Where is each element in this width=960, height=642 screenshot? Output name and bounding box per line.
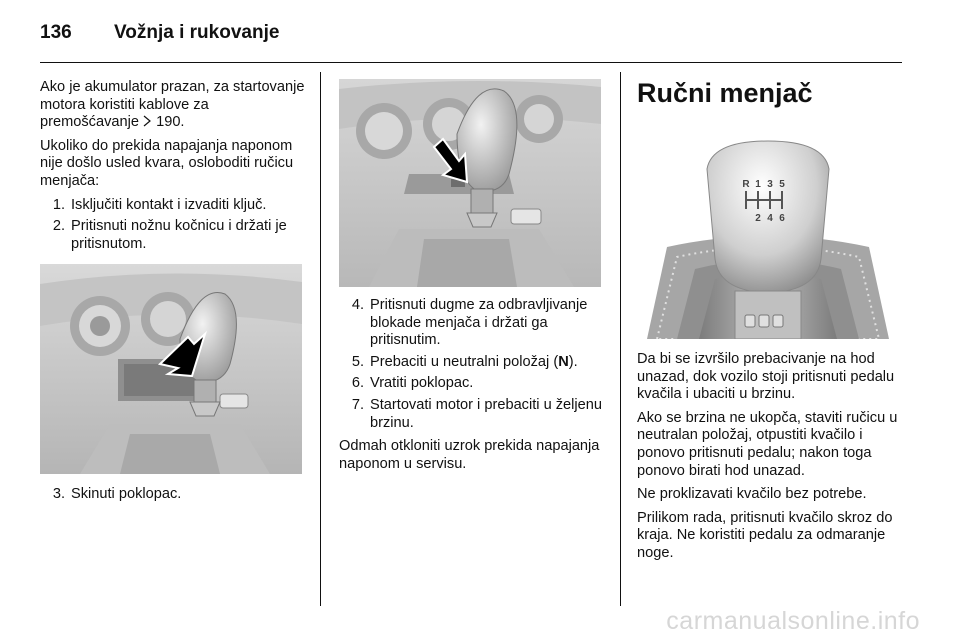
steps-list-2 xyxy=(40,486,308,504)
list-item: 7. Startovati motor i prebaciti u željenu brzinu. xyxy=(351,396,602,431)
list-item: 2. Pritisnuti nožnu kočnicu i držati je pritisnutom. xyxy=(52,218,287,252)
battery-text: Ako je akumulator prazan, za startovanje motora koristiti kablove za premošćavanje xyxy=(40,79,305,131)
knob-label-6: 6 xyxy=(779,213,785,224)
page-number: 136 xyxy=(40,22,72,43)
column-1 xyxy=(40,79,308,510)
service-paragraph: Odmah otkloniti uzrok prekida napajanja naponom u servisu. xyxy=(339,438,600,472)
clutch-use-paragraph: Prilikom rada, pritisnuti kvačilo skroz do kraja. Ne koristiti pedalu za odmaranje noge. xyxy=(637,509,893,561)
photo-gear-knob xyxy=(637,129,899,339)
photo-cover-removal xyxy=(40,264,302,474)
reverse-paragraph: Da bi se izvršilo prebacivanje na hod unazad, dok vozilo stoji pritisnuti pedalu kvačila i ubaciti u brzinu. xyxy=(637,351,895,403)
steps-list-1 xyxy=(40,197,308,254)
manual-gearbox-text xyxy=(637,351,905,563)
battery-page-ref: 190. xyxy=(152,114,185,131)
section-title: Ručni menjač xyxy=(637,78,813,108)
knob-label-5: 5 xyxy=(779,179,785,190)
page-title: Vožnja i rukovanje xyxy=(114,22,280,43)
knob-label-3: 3 xyxy=(767,179,773,190)
header-rule xyxy=(40,62,902,63)
clutch-slip-paragraph: Ne proklizavati kvačilo bez potrebe. xyxy=(637,486,867,503)
watermark: carmanualsonline.info xyxy=(666,607,920,635)
list-item: 1. Isključiti kontakt i izvaditi ključ. xyxy=(52,196,267,213)
battery-paragraph xyxy=(40,79,308,132)
steps-list-3 xyxy=(339,297,604,432)
list-item: 4. Pritisnuti dugme za odbravljivanje blokade menjača i držati ga pritisnutim. xyxy=(351,297,588,349)
list-item: 5. Prebaciti u neutralni položaj (N). xyxy=(351,353,578,370)
reference-arrow-icon xyxy=(143,115,152,127)
column-divider-1 xyxy=(320,72,321,606)
knob-label-4: 4 xyxy=(767,213,773,224)
knob-label-2: 2 xyxy=(755,213,761,224)
column-divider-2 xyxy=(620,72,621,606)
list-item: 6. Vratiti poklopac. xyxy=(351,375,474,392)
column-3 xyxy=(637,72,905,569)
list-item: 3. Skinuti poklopac. xyxy=(52,486,182,503)
knob-label-r: R xyxy=(742,179,750,190)
page-header xyxy=(40,22,279,44)
column-2 xyxy=(339,79,604,479)
release-paragraph: Ukoliko do prekida napajanja naponom nije došlo usled kvara, osloboditi ručicu menjača: xyxy=(40,137,294,189)
gear-not-engaged-paragraph: Ako se brzina ne ukopča, staviti ručicu u neutralan položaj, otpustiti kvačilo i ponovo pritisnuti pedalu; nakon toga ponovo birati hod unazad. xyxy=(637,409,898,479)
knob-label-1: 1 xyxy=(755,179,761,190)
photo-unlock-button xyxy=(339,79,601,287)
